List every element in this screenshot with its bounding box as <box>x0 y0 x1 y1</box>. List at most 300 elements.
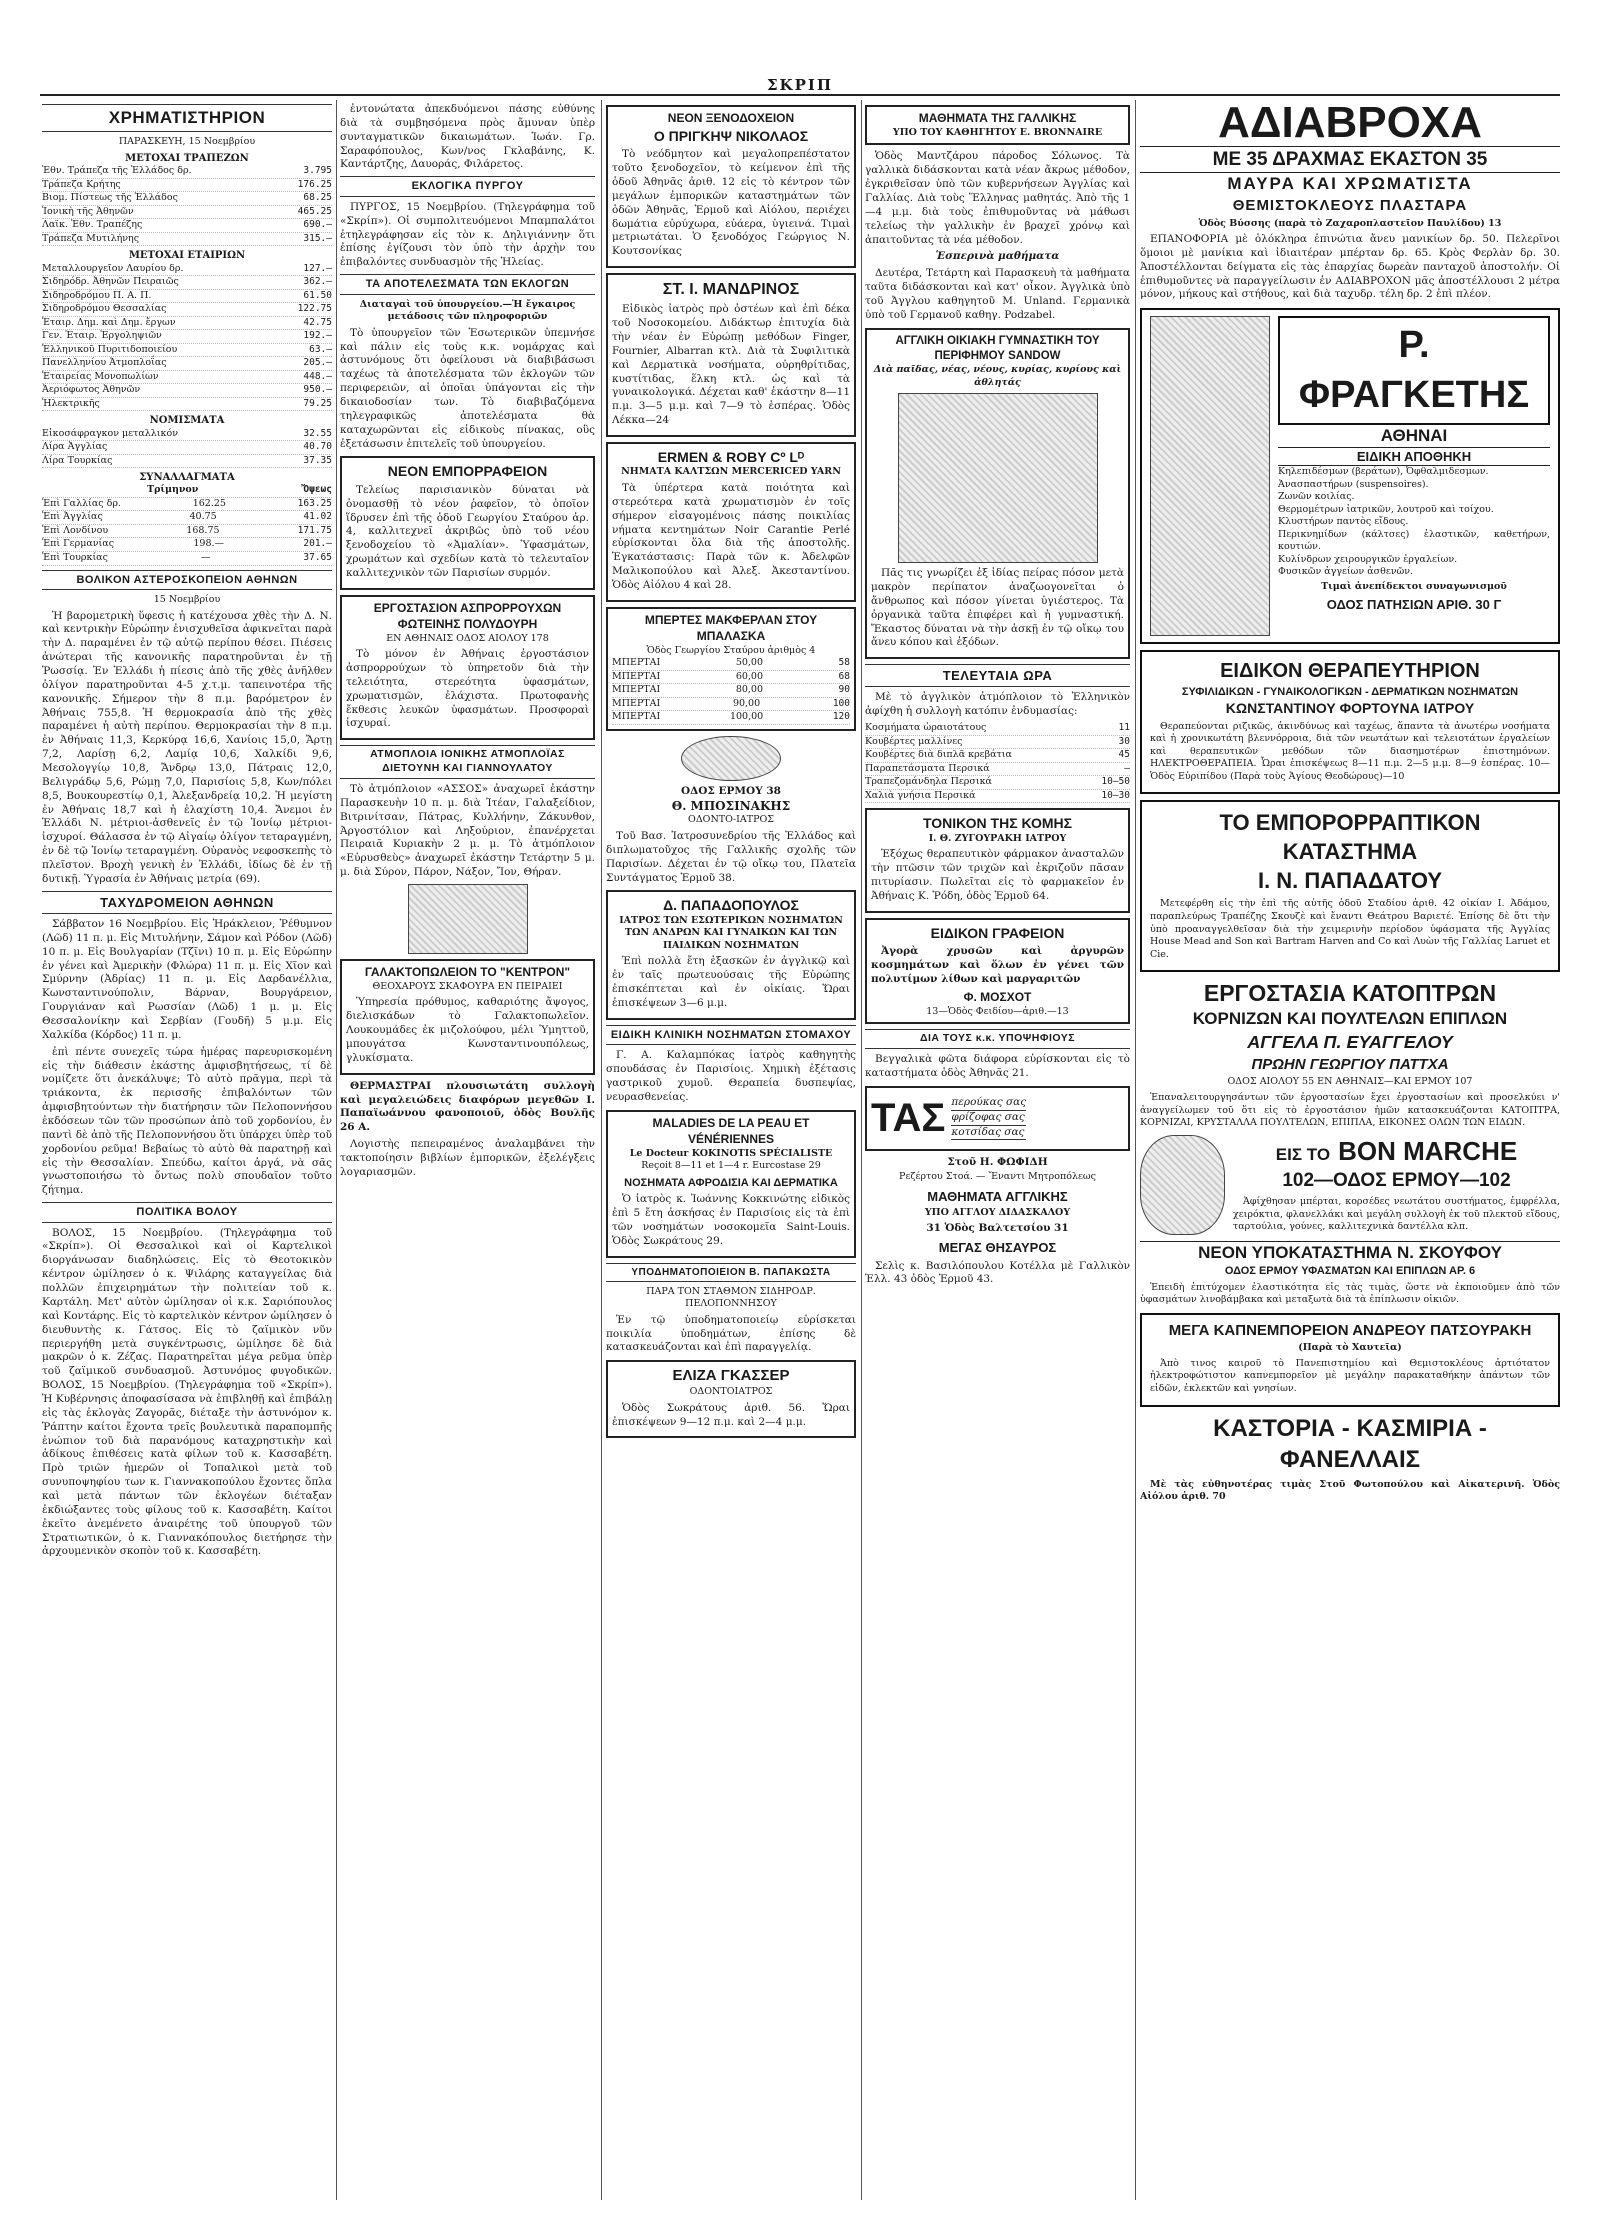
coats-price-table <box>612 657 850 725</box>
coins-title: ΝΟΜΙΣΜΑΤΑ <box>149 415 225 427</box>
ermen-text: Τὰ ὑπέρτερα κατὰ ποιότητα καὶ στερεότερα κατὰ χρωματισμὸν ἐν τοῖς σήμερον εἰσαγομένοις πάσης ποικιλίας νήματα κεντημάτων Noir Carantie Perlé εὑρίσκονται ὅλα διὰ τῆς ἀποστολῆς. Ἐγκατάστασις: Παρὰ τῶν κ. Ἀδελφῶν Μαλικοπούλου καὶ Ἀλεξ. Ἀκεσταντίνου. Ὁδὸς Αἰόλου 4 καὶ 28. <box>612 482 850 592</box>
exchange-row <box>42 511 332 525</box>
linen-workshop-text: Τὸ μόνον ἐν Ἀθήναις ἐργοστάσιον ἀσπρορρούχων τὸ ὑπηρετοῦν διὰ τὴν τελειότητα, στερεότητα ὑφασμάτων, χρωματισμῶν, ἐλάχιστα. Πρωτοφανὴς ἔκθεσις λευκῶν ὑφασμάτων. Προσφοραὶ ἰσχυραί. <box>346 648 589 730</box>
eliza-name: ΕΛΙΖΑ ΓΚΑΣΣΕΡ <box>672 1367 790 1385</box>
jewelry-office-address: 13—Ὁδὸς Φειδίου—ἀριθ.—13 <box>926 1005 1069 1017</box>
pyrgos-text: ΠΥΡΓΟΣ, 15 Νοεμβρίου. (Τηλεγράφημα τοῦ «Σκρίπ»). Οἱ συμπολιτευόμενοι Μπαμπαλάτοι ἐτηλεγράφησαν εἰς τὸν κ. Δηλιγιάννην ὅτι ἐπίσης ἐγίζουσι τὸν ὑπὸ τὴν ἀρχὴν του ἐπιβαλόντες συνδυασμὸν τῆς Ἠλείας. <box>340 200 595 269</box>
tobacco-text: Ἀπὸ τινος καιροῦ τὸ Πανεπιστημίου καὶ Θεμιστοκλέους ἀρτιότατον ἠλεκτροφώτιστον καπνεμπορεῖον μὲ μεγάλην παρακαταθήκην ἁπάντων τῶν εἰδῶν, ἐκλεκτῶν καὶ γνησίων. <box>1150 1357 1550 1394</box>
wig-line: κοτσίδας σας <box>951 1126 1026 1141</box>
doctor-name: ΣΤ. Ι. ΜΑΝΔΡΙΝΟΣ <box>662 281 800 299</box>
hotel-header: ΝΕΟΝ ΞΕΝΟΔΟΧΕΙΟΝ <box>667 111 795 125</box>
dentist-address: ΟΔΟΣ ΕΡΜΟΥ 38 <box>681 784 781 797</box>
papadopoulos-name: Δ. ΠΑΠΑΔΟΠΟΥΛΟΣ <box>663 897 799 914</box>
tobacco-ad <box>1140 1313 1560 1407</box>
company-share-row-cell: Μεταλλουργεῖον Λαυρίου δρ. <box>42 262 184 274</box>
exchange-row-cell: 40.75 <box>189 511 217 523</box>
company-share-row <box>42 398 332 412</box>
mirror-factory-address: ΟΔΟΣ ΑΙΟΛΟΥ 55 ΕΝ ΑΘΗΝΑΙΣ—ΚΑΙ ΕΡΜΟΥ 107 <box>1227 1076 1473 1088</box>
company-share-row-cell: 127.— <box>303 262 332 274</box>
tailor-ad-title: ΝΕΟΝ ΕΜΠΟΡΡΑΦΕΙΟΝ <box>387 463 548 480</box>
fragketis-item: Κυλίνδρων χειρουργικῶν ἐργαλείων. <box>1278 553 1458 565</box>
price-list-row <box>865 749 1130 763</box>
bank-share-row <box>42 206 332 220</box>
company-share-row-cell: 362.— <box>303 276 332 288</box>
bank-shares-title: ΜΕΤΟΧΑΙ ΤΡΑΠΕΖΩΝ <box>125 152 249 164</box>
company-share-row-cell: Σιδηροδρόμου Π. Α. Π. <box>42 289 152 301</box>
raincoats-colors: ΜΑΥΡΑ ΚΑΙ ΧΡΩΜΑΤΙΣΤΑ <box>1227 174 1473 194</box>
company-share-row <box>42 290 332 304</box>
dentist-text: Τοῦ Βασ. Ἰατροσυνεδρίου τῆς Ἑλλάδος καὶ διπλωματοῦχος τῆς Γαλλικῆς σχολῆς τῶν Παρισίων. Δέχεται ἐν τῷ οἴκῳ του, Πλατεῖα Συντάγματος Ἑρμοῦ 38. <box>606 829 856 884</box>
bon-marche-address: 102—ΟΔΟΣ ΕΡΜΟΥ—102 <box>1282 1169 1511 1191</box>
price-list-row-cell: Χαλιὰ γνήσια Περσικά <box>865 789 976 801</box>
company-share-row-cell: Σιδηροδρόμου Θεσσαλίας <box>42 303 167 315</box>
coats-ad <box>606 607 856 731</box>
mirror-factory-title: ΕΡΓΟΣΤΑΣΙΑ ΚΑΤΟΠΤΡΩΝ <box>1203 980 1497 1007</box>
company-shares-table <box>42 263 332 412</box>
bank-share-row-cell: 315.— <box>303 232 332 244</box>
tailor-shop-text: Μετεφέρθη εἰς τὴν ἐπὶ τῆς αὐτῆς ὁδοῦ Σταδίου ἀριθ. 42 οἰκίαν Ι. Ἀδάμου, παραπλεύρως Τραπέζης Σκουζὲ καὶ ἔναντι Θεάτρου Βαριετέ. Ἐπίσης δὲ ὅτι τὴν ὑπὸ προαναγγελθεῖσαν διὰ τὴν χειμερινὴν περίοδον ὑφάσματα τῆς Ἀγγλίας House Mead and Son καὶ Bartram Harven and Co καὶ Λυὼν τῆς Γαλλίας Laruet et Cie. <box>1150 898 1550 960</box>
article-text: ἐπὶ πέντε συνεχεῖς τώρα ἡμέρας παρευρισκομένη εἰς τὴν διάθεσιν ἑκάστης ἀμφισβητήσεως, τί δὲ νομίζετε ὅτι ἀνεκάλυψε; Τὸ αὐτὸ πρᾶγμα, περὶ τὰ τριάκοντα, ἐκ περισσῆς ἐπιβαλόντων τῶν ἀμφισβητούντων τὴν διατήρησιν τῶν Πελοποννήσου ἐκδόσεων τῶν τῶν προσώπων ἀπὸ τοῦ χορδονίου, ἐν παντὶ δὲ ἀπὸ τῆς Πελοποννήσου ὅτι ὑπάρχει ὑπὲρ τοῦ χορδονίου ρεῦμα! Βεβαίως τὸ αὐτὸ θὰ παρατηρῇ καὶ εἰς τὴν Θεσσαλίαν. Σπεύδω, καίτοι ἀργά, νὰ σᾶς γνωστοποιήσω τὸ ὄντως πολὺ σπουδαῖον τοῦτο ζήτημα. <box>42 1045 332 1197</box>
company-share-row-cell: 61.50 <box>303 289 332 301</box>
tailor-ad-text: Τελείως παρισιανικὸν δύναται νὰ ὀνομασθῇ τὸ νέον ῥαφεῖον, τὸ ὁποῖον ἵδρυσεν ἐπὶ τῆς ὁδοῦ Γεωργίου Σταύρου ἀρ. 4, καλλιτεχνεῖ ἀκριβῶς ὑπὸ τοῦ νέου ξενοδοχείου τὸ «Ἀμαλίαν». Ὑφασμάτων, χρωμάτων καὶ σχεδίων κατὰ τὸ τελευταῖον καλλιτεχνικὸν τῶν Παρισίων συρμόν. <box>346 483 589 580</box>
exchange-title: ΣΥΝΑΛΛΑΓΜΑΤΑ <box>139 472 235 484</box>
bon-marche-text: Ἀφίχθησαν μπέρται, κορσέδες νεωτάτου συστήματος, ἐμφρέλλα, χειρόκτια, φλανελλάκι καὶ μεγάλη συλλογὴ ἐκ τοῦ πλεκτοῦ εἴδους, ταρτούλια, γούνες, καλλιτεχνικὰ δαντέλλα κλπ. <box>1233 1195 1560 1233</box>
bank-share-row-cell: Ἐθν. Τράπεζα τῆς Ἑλλάδος δρ. <box>42 165 192 177</box>
coat-price-row-cell: ΜΠΕΡΤΑΙ <box>612 711 661 723</box>
kokinotis-ad <box>606 1110 856 1258</box>
wig-line: φρίζοφας σας <box>951 1111 1026 1126</box>
skoufos-text: Ἐπειδὴ ἐπιτύχομεν ἐλαστικότητα εἰς τὰς τιμὰς, ὥστε νὰ ἐκποιοῦμεν ἀπὸ τῶν ὑφασμάτων λινοβάμβακα καὶ μεταξωτὰ διὰ τὰ ἐπίπλωσιν οἰκιῶν. <box>1140 1281 1560 1306</box>
price-list-row <box>865 763 1130 777</box>
bank-share-row-cell: Λαϊκ. Ἐθν. Τραπέζης <box>42 219 143 231</box>
election-results-header: ΤΑ ΑΠΟΤΕΛΕΣΜΑΤΑ ΤΩΝ ΕΚΛΟΓΩΝ <box>340 274 595 295</box>
election-results-sub: Διαταγαὶ τοῦ ὑπουργείου.—Ἡ ἔγκαιρος μετάδοσις τῶν πληροφοριῶν <box>359 298 576 323</box>
coat-price-row-cell: ΜΠΕΡΤΑΙ <box>612 670 661 682</box>
wig-big-word: ΤΑΣ <box>871 1095 946 1140</box>
clinic-title: ΕΙΔΙΚΟΝ ΘΕΡΑΠΕΥΤΗΡΙΟΝ <box>1220 660 1480 683</box>
coat-price-row <box>612 671 850 685</box>
dairy-ad <box>340 959 595 1075</box>
coat-price-row <box>612 698 850 712</box>
ermen-ad <box>606 442 856 602</box>
exchange-row-cell: Ἐπὶ Γαλλίας δρ. <box>42 497 121 509</box>
shipping-text: Τὸ ἀτμόπλοιον «ΑΣΣΟΣ» ἀναχωρεῖ ἐκάστην Παρασκευὴν 10 π. μ. διὰ Ἰτέαν, Γαλαξείδιον, Βιτρινίτσαν, Πάτρας, Κυλλήνην, Ζάκυνθον, Ἀργοστόλιον καὶ Ληξούριον, ἐπανέρχεται Πειραιᾶ Κυριακὴν 2 μ. μ. Τὸ ἀτμόπλοιον «Εὐρυσθεὺς» ἀναχωρεῖ ἐκάστην Τετάρτην 5 μ. μ. διὰ Σύρον, Πάρον, Νάξον, Ἴον, Θήραν. <box>340 782 595 879</box>
doctor-text: Εἰδικὸς ἰατρὸς πρὸ ὀστέων καὶ ἐπὶ δέκα τοῦ Νοσοκομείου. Διδάκτωρ ἐπιτυχία διὰ τὴν νέαν ἐν Εὐρώπῃ μεθόδων Finger, Fournier, Albarran κτλ. Διὰ τὰ Συφιλιτικὰ καὶ Δερματικὰ νοσήματα, οὐρηθρίτιδας, κυστίτιδας, ἕλκη κτλ. ὡς καὶ τὰ γυναικολογικά. Δέχεται καθ' ἑκάστην 8—11 π.μ. 3—5 μ.μ. καὶ 7—9 τὸ ἑσπέρας. Ὁδὸς Λέκκα—24 <box>612 303 850 427</box>
pyrgos-header: ΕΚΛΟΓΙΚΑ ΠΥΡΓΟΥ <box>340 176 595 197</box>
column-3 <box>606 100 856 2200</box>
masthead <box>40 76 1560 96</box>
dental-illustration <box>681 736 781 781</box>
coat-price-row-cell: 120 <box>832 711 850 723</box>
mirror-factory-sub: ΚΟΡΝΙΖΩΝ ΚΑΙ ΠΟΥΛΤΕΛΩΝ ΕΠΙΠΛΩΝ <box>1192 1009 1508 1029</box>
exchange-row-cell: 163.25 <box>297 497 332 509</box>
stock-exchange-header: ΧΡΗΜΑΤΙΣΤΗΡΙΟΝ <box>42 104 332 132</box>
price-list-row-cell: Κουβέρτες μαλλίνες <box>865 735 963 747</box>
great-treasure-title: ΜΕΓΑΣ ΘΗΣΑΥΡΟΣ <box>938 1240 1057 1256</box>
coin-row-cell: 32.55 <box>303 427 332 439</box>
tailor-shop-name: Ι. Ν. ΠΑΠΑΔΑΤΟΥ <box>1257 868 1443 894</box>
tobacco-sub: (Παρὰ τὸ Χαυτεῖα) <box>1298 1342 1402 1354</box>
coin-row <box>42 428 332 442</box>
evening-lessons-title: Ἑσπερινὰ μαθήματα <box>935 250 1060 263</box>
tailor-shop-ad <box>1140 800 1560 972</box>
column-divider <box>601 100 602 2200</box>
french-lessons-sub: ΥΠΟ ΤΟΥ ΚΑΘΗΓΗΤΟΥ Ε. BRONNAIRE <box>892 126 1103 138</box>
coat-price-row-cell: 90,00 <box>732 697 761 709</box>
price-list-row-cell: 30 <box>1118 735 1130 747</box>
sandow-ad <box>865 328 1130 660</box>
eliza-text: Ὁδὸς Σωκράτους ἀριθ. 56. Ὥραι ἐπισκέψεων 9—12 π.μ. καὶ 2—4 μ.μ. <box>612 1401 850 1428</box>
accountant-ad: Λογιστὴς πεπειραμένος ἀναλαμβάνει τὴν τακτοποίησιν βιβλίων ἐμπορικῶν, ἐξελέγξεις λογαριασμῶν. <box>340 1138 595 1178</box>
gymnastics-illustration <box>898 393 1098 563</box>
company-share-row-cell: Ἑταιρείας Μονοπωλίων <box>42 370 159 382</box>
exchange-row-cell: 162.25 <box>192 497 226 509</box>
coin-row-cell: Λίρα Ἀγγλίας <box>42 441 108 453</box>
column-2 <box>340 100 595 2200</box>
english-lessons-address: 31 Ὁδὸς Βαλτετσίου 31 <box>926 1221 1069 1234</box>
company-shares-title: ΜΕΤΟΧΑΙ ΕΤΑΙΡΙΩΝ <box>128 250 246 262</box>
exchange-row <box>42 538 332 552</box>
stomach-clinic-text: Γ. Α. Καλαμπόκας ἰατρὸς καθηγητὴς σπουδάσας ἐν Παρισίοις. Χημικὴ ἐξέτασις γαστρικοῦ χυμοῦ. Θεραπεία δυσπεψίας, νευρασθενείας. <box>606 1049 856 1103</box>
company-share-row-cell: 79.25 <box>303 397 332 409</box>
ermen-title: ERMEN & ROBY Cº Lᴰ <box>657 449 805 466</box>
french-lessons-title: ΜΑΘΗΜΑΤΑ ΤΗΣ ΓΑΛΛΙΚΗΣ <box>918 111 1077 125</box>
company-share-row-cell: 122.75 <box>297 303 332 315</box>
coat-price-row <box>612 684 850 698</box>
fragketis-note: Τιμαὶ ἀνεπίδεκτοι συναγωνισμοῦ <box>1321 581 1507 593</box>
clinic-sub: ΣΥΦΙΛΙΔΙΚΩΝ - ΓΥΝΑΙΚΟΛΟΓΙΚΩΝ - ΔΕΡΜΑΤΙΚΩΝ ΝΟΣΗΜΑΤΩΝ <box>1181 685 1519 698</box>
cow-illustration <box>408 884 528 954</box>
ermen-sub: ΝΗΜΑΤΑ ΚΑΛΤΣΩΝ MERCERICED YARN <box>621 466 841 478</box>
stoves-ad: ΘΕΡΜΑΣΤΡΑΙ πλουσιωτάτη συλλογὴ καὶ μεγαλειώδεις διαφόρων μεγεθῶν Ι. Παπαϊωάννου φανοποιοῦ, ὁδὸς Βουλῆς 26 Α. <box>340 1079 595 1134</box>
exchange-row <box>42 552 332 566</box>
last-hour-header: ΤΕΛΕΥΤΑΙΑ ΩΡΑ <box>865 664 1130 687</box>
hotel-ad <box>606 105 856 268</box>
exchange-column-header: Ὄψεως <box>303 484 332 496</box>
post-office-header: ΤΑΧΥΔΡΟΜΕΙΟΝ ΑΘΗΝΩΝ <box>42 891 332 914</box>
kokinotis-title: MALADIES DE LA PEAU ET VÉNÉRIENNES <box>652 1115 810 1146</box>
coin-row-cell: 37.35 <box>303 454 332 466</box>
fragketis-city: ΑΘΗΝΑΙ <box>1380 425 1448 445</box>
coat-price-row-cell: ΜΠΕΡΤΑΙ <box>612 697 661 709</box>
shoe-shop-text: Ἐν τῷ ὑποδηματοποιείῳ εὑρίσκεται ποικιλία ὑποδημάτων, ἐπίσης δὲ κατασκευάζονται καὶ ἐπὶ παραγγελίᾳ. <box>606 1313 856 1354</box>
column-4 <box>865 100 1130 2200</box>
weather-text: Ἡ βαρομετρικὴ ὕφεσις ἡ κατέχουσα χθὲς τὴν Δ. Ν. καὶ κεντρικὴν Εὐρώπην ἐνισχυθεῖσα ἀφικνεῖται παρὰ τὴν Δ. παραμένει ἐν τῷ αὐτῷ περίπου θέσει. Πιέσεις ἀνώτεραι τῆς κανονικῆς παρατηροῦνται ἐν τῇ Ῥωσσίᾳ. Ἐν Ἑλλάδι ἡ πίεσις ἀπὸ τῆς χθὲς ἀνῆλθεν ὀλίγον παρατηροῦνται 4-5 χ.τ.μ. ταπεινοτέρα τῆς κανονικῆς. Σήμερον τὴν 8 π.μ. βαρόμετρον ἐν Ἀθήναις 755,8. Ἡ θερμοκρασία ἀπὸ τῆς χθὲς παραμένει ἡ αὐτὴ περίπου. Θερμοκρασίαι τὴν 8 π.μ. ἐν Ἀθήναις 11,3, Κερκύρᾳ 16,6, Χανίοις 15,0, Ἄρτῃ 7,2, Λαρίσῃ 6,2, Λαμίᾳ 10,6, Χαλκίδι 9,6, Μεσολογγίῳ 10,8, Ἄνδρῳ 13,0, Πάτραις 12,0, Βελιγράδῳ 5,6, Ρώμῃ 7,0, Παρισίοις 5,8, Κων/πόλει 8,5, Βουκουρεστίῳ 0,1, Ἀλεξανδρείᾳ 10,2. Ἡ μεγίστη ἐν Ἀθήναις 18,7 καὶ ἡ ἐλαχίστη 10,4. Ἄνεμοι ἐν Ἑλλάδι Ν. μέτριοι-ἀσθενεῖς ἐν τῷ Ἰονίῳ μέτριοι-ἰσχυροί. Θάλασσα ἐν τῷ Αἰγαίῳ ὀλίγον τεταραγμένη, ἐν δὲ τῷ Ἰονίῳ τεταραγμένη. Οὐρανὸς νεφοσκεπὴς τὸ πλεῖστον. Βροχὴ γενικὴ ἐν Ἑλλάδι, ἰδίως δὲ ἐν τῇ δυτικῇ. Ὑγρασία ἐν Ἀθήναις μετρία (69). <box>42 609 332 885</box>
candidates-text: Βεγγαλικὰ φῶτα διάφορα εὑρίσκονται εἰς τὸ καταστήματα ὁδὸς Ἀθηνᾶς 21. <box>865 1053 1130 1079</box>
last-hour-text: Μὲ τὸ ἀγγλικὸν ἀτμόπλοιον τὸ Ἑλληνικὸν ἀφίχθη ἡ συλλογὴ κατόπιν ἐνδυμασίας: <box>865 691 1130 718</box>
company-share-row-cell: 950.— <box>303 384 332 396</box>
cashmere-title: ΚΑΣΤΟΡΙΑ - ΚΑΣΜΙΡΙΑ - ΦΑΝΕΛΛΑΙΣ <box>1213 1414 1487 1474</box>
kokinotis-hours: Reçoit 8—11 et 1—4 r. Eurcostase 29 <box>641 1160 821 1172</box>
kokinotis-greek-text: Ὁ ἰατρὸς κ. Ἰωάννης Κοκκινώτης εἰδικὸς ἐπὶ 5 ἔτη ἀσκήσας ἐν Παρισίοις εἰς τὰ ἐπὶ τῶν νοσημάτων νοσοκομεῖα Saint-Louis. Ὁδὸς Σωκράτους 29. <box>612 1193 850 1247</box>
fragketis-ad <box>1140 308 1560 644</box>
dairy-address: ΘΕΟΧΑΡΟΥΣ ΣΚΑΦΟΥΡΑ ΕΝ ΠΕΙΡΑΙΕΙ <box>372 980 563 992</box>
fragketis-sub: ΕΙΔΙΚΗ ΑΠΟΘΗΚΗ <box>1278 447 1550 466</box>
exchange-table <box>42 484 332 565</box>
wig-lines <box>951 1096 1026 1141</box>
fragketis-item: Ζωνῶν κοιλίας. <box>1278 491 1355 503</box>
coat-price-row <box>612 657 850 671</box>
post-office-text: Σάββατον 16 Νοεμβρίου. Εἰς Ἡράκλειον, Ῥέθυμνον (Λῶδ) 11 π. μ. Εἰς Μιτυλήνην, Σάμον καὶ Ρόδον (Λῶδ) 10 π. μ. Εἰς Βουλγαρίαν (Τζῖνι) 10 π. μ. Εἰς Εὐρώπην ἐν γένει καὶ Ἀμερικὴν (Φλώρα) 11 π. μ. Εἰς Χῖον καὶ Σμύρνην (Ἀδρίας) 11 π. μ. Εἰς Δαρδανέλλια, Κωνσταντινούπολιν, Βάρναν, Βουργάρειον, Γουργιάναν καὶ Ρωσσίαν (Λῶδ) 1 μ. μ. Εἰς Θεσσαλονίκην καὶ Σερβίαν (Γουδῆ) 5 μ.μ. Εἰς Χαλκίδα (Κόρδος) 11 π. μ. <box>42 917 332 1041</box>
shoe-shop-sub: ΠΑΡΑ ΤΟΝ ΣΤΑΘΜΟΝ ΣΙΔΗΡΟΔΡ. ΠΕΛΟΠΟΝΝΗΣΟΥ <box>646 1285 816 1310</box>
coin-row-cell: Εἰκοσάφραγκον μεταλλικόν <box>42 427 178 439</box>
coat-price-row-cell: 60,00 <box>735 670 764 682</box>
stomach-clinic-header: ΕΙΔΙΚΗ ΚΛΙΝΙΚΗ ΝΟΣΗΜΑΤΩΝ ΣΤΟΜΑΧΟΥ <box>606 1025 856 1046</box>
coin-row <box>42 455 332 469</box>
raincoats-text: ΕΠΑΝΟΦΟΡΙΑ μὲ ὁλόκληρα ἐπινώτια ἄνευ μανικίων δρ. 50. Πελερῖνοι ὅμοιοι μὲ μανίκια καὶ ἰδιαιτέραν μπέρταν δρ. 65. Κρὸς Φερλὰν δρ. 30. Ἀποστέλλονται δείγματα εἰς τὰς ἐπαρχίας δωρεὰν πανταχοῦ ἀποστολήν. Οἱ ἐπιθυμοῦντες νὰ παραγγείλωσιν ἐν ΑΔΙΑΒΡΟΧΟΝ μᾶς ἀποστέλλουσι 2 μέτρα μόνον, μήκους καὶ στήθους, καὶ διὰ ταχυδρ. τέλη δρ. 2 ἐπὶ πλέον. <box>1140 233 1560 301</box>
exchange-row-cell: Ἐπὶ Λονδίνου <box>42 524 109 536</box>
jewelry-office-text: Ἀγορὰ χρυσῶν καὶ ἀργυρῶν κοσμημάτων καὶ ὅλων ἐν γένει τῶν πολυτίμων λίθων καὶ μαργαριτῶν <box>871 945 1124 985</box>
eliza-ad <box>606 1360 856 1438</box>
bank-share-row <box>42 233 332 247</box>
shoe-shop-header: ΥΠΟΔΗΜΑΤΟΠΟΙΕΙΟΝ Β. ΠΑΠΑΚΩΣΤΑ <box>606 1263 856 1282</box>
jewelry-office-title: ΕΙΔΙΚΟΝ ΓΡΑΦΕΙΟΝ <box>930 924 1065 941</box>
tailor-shop-title: ΤΟ ΕΜΠΟΡΟΡΡΑΠΤΙΚΟΝ ΚΑΤΑΣΤΗΜΑ <box>1219 810 1481 865</box>
coat-price-row-cell: 50,00 <box>735 657 764 669</box>
article-continuation: ἐντονώτατα ἀπεκδυόμενοι πάσης εὐθύνης διὰ τὰ συμβησόμενα πρὸς ἄμυναν ὑπὲρ συνταγματικῶν δικαιωμάτων. Ἰωάν. Γρ. Σαραφόπουλος, Κων/νος Γκλαβάνης, Κ. Καντάρτζης, Δαυοράς, Φιλάρετος. <box>340 103 595 171</box>
bank-share-row-cell: 68.25 <box>303 192 332 204</box>
clinic-doctor: ΚΩΝΣΤΑΝΤΙΝΟΥ ΦΟΡΤΟΥΝΑ ΙΑΤΡΟΥ <box>1225 700 1475 717</box>
price-list-row <box>865 790 1130 804</box>
linen-workshop-ad <box>340 595 595 740</box>
column-divider <box>1135 100 1136 2200</box>
dentist-name: Θ. ΜΠΟΣΙΝΑΚΗΣ <box>671 798 791 813</box>
bank-share-row <box>42 165 332 179</box>
english-lessons-title: ΜΑΘΗΜΑΤΑ ΑΓΓΛΙΚΗΣ <box>927 1188 1068 1204</box>
company-share-row <box>42 263 332 277</box>
company-share-row <box>42 330 332 344</box>
company-share-row-cell: 205.— <box>303 357 332 369</box>
coats-address: Ὁδὸς Γεωργίου Σταύρου ἀριθμὸς 4 <box>646 644 816 656</box>
dentist-ad <box>606 785 856 827</box>
hair-tonic-ad <box>865 808 1130 912</box>
wig-ad <box>865 1086 1130 1151</box>
bank-share-row-cell: Τράπεζα Κρήτης <box>42 178 121 190</box>
bearded-man-illustration <box>1140 1135 1225 1235</box>
hair-tonic-sub: Ι. Θ. ΖΥΓΟΥΡΑΚΗ ΙΑΤΡΟΥ <box>928 832 1067 844</box>
skoufos-sub: ΟΔΟΣ ΕΡΜΟΥ ΥΦΑΣΜΑΤΩΝ ΚΑΙ ΕΠΙΠΛΩΝ ΑΡ. 6 <box>1224 1265 1476 1277</box>
company-share-row <box>42 357 332 371</box>
doctor-mandrinos-ad <box>606 273 856 437</box>
coat-price-row-cell: 100 <box>832 697 850 709</box>
raincoats-title: ΑΔΙΑΒΡΟΧΑ <box>1218 100 1482 147</box>
dentist-role: ΟΔΟΝΤΟ-ΙΑΤΡΟΣ <box>688 814 774 826</box>
company-share-row-cell: Ἑταιρ. Δημ. καὶ Δημ. ἔργων <box>42 316 176 328</box>
price-list-row-cell: Παραπετάσματα Περσικά <box>865 762 990 774</box>
dairy-title: ΓΑΛΑΚΤΟΠΩΛΕΙΟΝ ΤΟ "ΚΕΝΤΡΟΝ" <box>364 964 571 979</box>
fragketis-item: Περικνημίδων (κάλτσες) ἐλαστικῶν, καθετήρων, κουτιών. <box>1278 528 1550 553</box>
raincoats-shop: ΘΕΜΙΣΤΟΚΛΕΟΥΣ ΠΛΑΣΤΑΡΑ <box>1232 196 1468 214</box>
exchange-row-cell: — <box>200 552 211 563</box>
company-share-row-cell: 192.— <box>303 330 332 342</box>
election-results-text: Τὸ ὑπουργεῖον τῶν Ἐσωτερικῶν ὑπεμνήσε καὶ πάλιν εἰς τοὺς κ.κ. νομάρχας καὶ ἀστυνόμους ὅτι ὀφείλουσι νὰ διαβιβάσωσι ταχέως τὰ ἀποτελέσματα τῶν ἐκλογῶν τῶν περιφερειῶν, αἱ ὁποῖαι ὑπάγονται εἰς τὴν δικαιοδοσίαν των. Τὸ διαβιβαζόμενα τηλεγραφικῶς ἀποτελέσματα θὰ καταχωρῶνται εἰς εἰδικοὺς πίνακας, οὓς ἐξετάσωσιν ἐπιτελεῖς τοῦ ὑπουργείου. <box>340 326 595 450</box>
shipping-header: ΑΤΜΟΠΛΟΙΑ ΙΟΝΙΚΗΣ ΑΤΜΟΠΛΟΪΑΣ ΔΙΕΤΟΥΝΗ ΚΑΙ ΓΙΑΝΝΟΥΛΑΤΟΥ <box>340 745 595 779</box>
english-lessons-sub: ΥΠΟ ΑΓΓΛΟΥ ΔΙΔΑΣΚΑΛΟΥ <box>924 1207 1071 1219</box>
bank-share-row-cell: 465.25 <box>297 205 332 217</box>
bank-shares-table <box>42 165 332 246</box>
hotel-text: Τὸ νεόδμητον καὶ μεγαλοπρεπέστατον τοῦτο ξενοδοχεῖον, τὸ κείμενον ἐπὶ τῆς ὁδοῦ Ἀθηνᾶς ἀριθ. 12 εἰς τὸ κέντρον τῶν μεγάλων ἐμπορικῶν καταστημάτων τῶν ὁδῶν Ἀθηνᾶς, Ἑρμοῦ καὶ Αἰόλου, περιέχει δωμάτια εὐρύχωρα, εὐάερα, ὑγιεινά. Τιμαὶ μετριωτάται. Ὁ ξενοδόχος Γεώργιος Ν. Κουτσονίκας <box>612 148 850 258</box>
fragketis-item: Κλυστήρων παντὸς εἴδους. <box>1278 516 1409 528</box>
bon-marche-ad <box>1140 1134 1560 1237</box>
company-share-row <box>42 276 332 290</box>
coins-table <box>42 428 332 469</box>
fragketis-item: Θερμομέτρων ἰατρικῶν, λουτροῦ καὶ τοίχου. <box>1278 503 1494 515</box>
volos-text: ΒΟΛΟΣ, 15 Νοεμβρίου. (Τηλεγράφημα τοῦ «Σκρίπ»). Οἱ Θεσσαλικοὶ καὶ οἱ Καρτελικοὶ διοργάνωσαν διαδηλώσεις. Εἰς τὸ Θεοτοκικὸν κέντρον ὡμίλησεν ὁ κ. Ψιλάρης καταγγείλας διὰ πολλῶν ἐπιχειρημάτων τὴν πολιτείαν τοῦ κ. Καρτάλη. Μετ' αὐτὸν ὡμίλησαν οἱ κ.κ. Σαριόπουλος καὶ Κοντάρης. Εἰς τὸ καρτελικὸν κέντρον ὡμίλησεν ὁ διευθυντὴς κ. Γάτσος. Εἰς τὸ ζαϊμικὸν νῦν περιεργήθη μετὰ συγκέντρωσις, ὡμίλησε δὲ διὰ μακρῶν ὁ κ. Ζέζας. Παρατηρεῖται μέγα ρεῦμα ὑπὲρ τοῦ ζαϊμικοῦ συνδυασμοῦ. Ἀστυνόμος φυγοδικῶν. ΒΟΛΟΣ, 15 Νοεμβρίου. (Τηλεγράφημα τοῦ «Σκρίπ»). Ἡ Κυβέρνησις ἀποφασίσασα νὰ ἐπιβληθῇ καὶ ἐπιβάλῃ εἰς τὰς ἐκλογὰς Ζαγορᾶς, διέταξε τὴν ἀστυνόμον κ. Ῥάπτην καίτοι ἔχοντα τρεῖς βουλευτικὰ παραπομπῆς ἐνώπιον τοῦ διὰ παρανόμους καταχρηστικὴν καὶ ἀδίκους ἐπιθέσεις κατὰ φίλων τοῦ κ. Κασσαβέτη. Πρὸ τριῶν ἡμερῶν οἱ Τοπαλικοὶ μετὰ τοῦ συνυποψηφίου των κ. Γιαννακοπούλου ἔχοντες ὅπλα καὶ μετὰ πάντων τῶν ἐκλογέων διέταξαν ἐκδιώξαντες τοὺς φίλους τοῦ κ. Κασσαβέτη. Καίτοι ἐκεῖτο ἀνεμένετο ἀναιρέτης τοῦ ὑπουργοῦ τῶν Στρατιωτικῶν, ὁ κ. Γιαννακόπουλος διετήρησε τὴν ἀρχουμενικὸν σκοπὸν τοῦ κ. Κασσαβέτη. <box>42 1226 332 1558</box>
bank-share-row-cell: Ἰονικὴ τῆς Ἀθηνῶν <box>42 205 134 217</box>
dairy-text: Ὑπηρεσία πρόθυμος, καθαριότης ἄψογος, διελισκάδων τὸ Γαλακτοπωλεῖον. Λουκουμάδες ἐκ μιζολούφου, μέλι Ὑμηττοῦ, μπουγάτσα Κωνσταντινουπόλεως, γλυκίσματα. <box>346 996 589 1064</box>
company-share-row-cell: Ἑλληνικοῦ Πυριτιδοποιείου <box>42 343 178 355</box>
mirror-factory-text: Ἐπαναλειτουργησάντων τῶν ἐργοστασίων ἔχει ἐργοστασίων καὶ προσελκύει ν' ἀναγγείλωμεν τοῦ ὅτι εἰς τὸ ἐργοστάσιον ἡμῶν κατασκευάζονται ΚΑΤΟΠΤΡΑ, ΚΟΡΝΙΖΑΙ, ΚΡΥΣΤΑΛΛΑ ΠΟΥΛΤΕΛΩΝ, ΕΠΙΠΛΑ, ΕΙΚΟΝΕΣ ΟΛΩΝ ΤΩΝ ΕΙΔΩΝ. <box>1140 1091 1560 1129</box>
raincoats-price: ΜΕ 35 ΔΡΑΧΜΑΣ ΕΚΑΣΤΟΝ 35 <box>1140 146 1560 173</box>
bank-share-row-cell: Βιομ. Πίστεως τῆς Ἑλλάδος <box>42 192 178 204</box>
fragketis-items <box>1278 466 1550 579</box>
company-share-row <box>42 317 332 331</box>
bon-marche-prefix: ΕΙΣ ΤΟ <box>1275 1144 1331 1164</box>
wig-address: Ρεζέρτου Στοά. — Ἔναντι Μητροπόλεως <box>899 1171 1096 1183</box>
bank-share-row <box>42 192 332 206</box>
cashmere-text: Μὲ τὰς εὐθηνοτέρας τιμὰς Στοῦ Φωτοπούλου καὶ Αἰκατερινῆ. Ὁδὸς Αἰόλου ἀριθ. 70 <box>1140 1478 1560 1503</box>
exchange-row-cell: 37.65 <box>303 552 332 563</box>
coin-row-cell: 40.70 <box>303 441 332 453</box>
jewelry-office-ad <box>865 918 1130 1024</box>
company-share-row-cell: Σιδηρόδρ. Ἀθηνῶν Πειραιῶς <box>42 276 179 288</box>
coin-row <box>42 441 332 455</box>
company-share-row-cell: Γεν. Ἑταιρ. Ἐργοληψιῶν <box>42 330 162 342</box>
last-hour-price-list <box>865 722 1130 803</box>
exchange-row-cell: 171.75 <box>297 524 332 536</box>
kokinotis-greek-title: ΝΟΣΗΜΑΤΑ ΑΦΡΟΔΙΣΙΑ ΚΑΙ ΔΕΡΜΑΤΙΚΑ <box>624 1176 838 1189</box>
hair-tonic-text: Ἐξόχως θεραπευτικὸν φάρμακον ἀνασταλῶν τὴν πτῶσιν τῶν τριχῶν καὶ ἐκριζοῦν πᾶσαν πιτυρίασιν. Πωλεῖται εἰς τὸ φαρμακεῖον ἐν Ἀθήναις Κ. Ῥόδη, ὁδὸς Ἑρμοῦ 64. <box>871 848 1124 902</box>
fragketis-item: Ἀνασπαστήρων (suspensoires). <box>1278 478 1429 490</box>
sandow-sub: Διὰ παῖδας, νέας, νέους, κυρίας, κυρίους καὶ ἀθλητάς <box>873 364 1122 388</box>
coin-row-cell: Λίρα Τουρκίας <box>42 454 113 466</box>
tailor-ad <box>340 456 595 589</box>
exchange-row <box>42 525 332 539</box>
price-list-row-cell: — <box>1124 762 1130 774</box>
price-list-row-cell: 11 <box>1118 722 1130 734</box>
company-share-row <box>42 371 332 385</box>
column-divider <box>861 100 862 2200</box>
coat-price-row-cell: 58 <box>838 657 850 669</box>
column-1 <box>42 100 332 2200</box>
price-list-row-cell: 10—50 <box>1101 776 1130 788</box>
raincoats-address: Ὁδὸς Βύσσης (παρὰ τὸ Ζαχαροπλαστεῖον Παυλίδου) 13 <box>1198 217 1502 229</box>
bank-share-row-cell: 176.25 <box>297 178 332 190</box>
jewelry-office-name: Φ. ΜΟΣΧΟΤ <box>963 989 1032 1004</box>
exchange-row-cell: 41.02 <box>303 511 332 523</box>
bank-share-row-cell: Τράπεζα Μυτιλήνης <box>42 232 140 244</box>
coat-price-row <box>612 711 850 725</box>
sandow-text: Πᾶς τις γνωρίζει ἐξ ἰδίας πείρας πόσον μετὰ μακρὸν περίπατον ἀναζωογονεῖται ὁ ἄνθρωπος καὶ πόσον γίνεται ὑγιέστερος. Τὰ ὀργανικὰ ταῦτα ἐπιφέρει καὶ ἡ γυμναστική. Ἔκαστος δύναται νὰ τὴν ἀσκῇ ἐν τῷ οἴκῳ του ἄνευ κόπου καὶ ἐξόδων. <box>871 567 1124 649</box>
french-lessons-text: Ὁδὸς Μαντζάρου πάροδος Σόλωνος. Τὰ γαλλικὰ διδάσκονται κατὰ νέαν ἄκρως μέθοδον, ἐγκριθεῖσαν ὑπὸ τῶν κυβερνήσεων Ἀγγλίας καὶ Γαλλίας. Διὰ τοὺς Ἕλληνας μαθητάς. Ἀπὸ τῆς 1—4 μ.μ. διὰ τοὺς ἐπιθυμοῦντας νὰ μάθωσι τελείως τὴν γαλλικὴν ἐν βραχεῖ χρόνῳ καὶ ἀπαιτοῦντας τὰ νέα μέθοδον. <box>865 150 1130 246</box>
volos-header: ΠΟΛΙΤΙΚΑ ΒΟΛΟΥ <box>42 1202 332 1223</box>
statue-illustration <box>1150 316 1270 636</box>
mirror-factory-previous: ΠΡΩΗΝ ΓΕΩΡΓΙΟΥ ΠΑΤΤΧΑ <box>1251 1055 1449 1073</box>
coat-price-row-cell: 80,00 <box>735 684 764 696</box>
exchange-row <box>42 498 332 512</box>
exchange-row-cell: Ἐπὶ Τουρκίας <box>42 552 108 563</box>
hotel-name: Ο ΠΡΙΓΚΗΨ ΝΙΚΟΛΑΟΣ <box>653 127 809 144</box>
company-share-row-cell: Πανελληνίου Ἀτμοπλοΐας <box>42 357 167 369</box>
kokinotis-name: Le Docteur KOKINOTIS SPÉCIALISTE <box>629 1147 833 1159</box>
price-list-row <box>865 736 1130 750</box>
price-list-row-cell: 45 <box>1118 749 1130 761</box>
coat-price-row-cell: 100,00 <box>729 711 764 723</box>
bank-share-row-cell: 3.795 <box>303 165 332 177</box>
exchange-row-cell: Ἐπὶ Ἀγγλίας <box>42 511 103 523</box>
masthead-title: ΣΚΡΙΠ <box>766 76 834 94</box>
company-share-row <box>42 303 332 317</box>
company-share-row-cell: 42.75 <box>303 316 332 328</box>
papadopoulos-sub: ΙΑΤΡΟΣ ΤΩΝ ΕΣΩΤΕΡΙΚΩΝ ΝΟΣΗΜΑΤΩΝ ΤΩΝ ΑΝΔΡΩΝ ΚΑΙ ΓΥΝΑΙΚΩΝ ΚΑΙ ΤΩΝ ΠΑΙΔΙΚΩΝ ΝΟΣΗΜΑΤΩΝ <box>619 914 843 951</box>
price-list-row <box>865 776 1130 790</box>
company-share-row <box>42 344 332 358</box>
clinic-text: Θεραπεύονται ριζικῶς, ἀκινδύνως καὶ ταχέως, ἅπαντα τὰ ἀνωτέρω νοσήματα καὶ ἡ χρονικωτάτη βλεννόρροια, διὰ τῶν νεωτάτων καὶ τελειοτάτων ἐργαλείων καὶ θεραπευτικῶν μεθόδων τῶν διασημοτέρων ἐπιστημόνων. ΗΛΕΚΤΡΟΘΕΡΑΠΕΙΑ. Ὧραι ἐπισκέψεως 8—11 π.μ. 2—5 μ.μ. 8—9 ἑσπέρας. 10—Ὁδὸς Εὐριπίδου (Παρὰ τοὺς Ἁγίους Θεοδώρους)—10 <box>1150 720 1550 782</box>
exchange-row-cell: 198.— <box>193 538 225 550</box>
exchange-row-cell: Ἐπὶ Γερμανίας <box>42 538 115 550</box>
coats-title: ΜΠΕΡΤΕΣ ΜΑΚΦΕΡΛΑΝ ΣΤΟΥ ΜΠΑΛΑΣΚΑ <box>644 612 818 643</box>
stock-date: ΠΑΡΑΣΚΕΥΗ, 15 Νοεμβρίου <box>118 136 256 148</box>
sandow-title: ΑΓΓΛΙΚΗ ΟΙΚΙΑΚΗ ΓΥΜΝΑΣΤΙΚΗ ΤΟΥ ΠΕΡΙΦΗΜΟΥ SANDOW <box>895 334 1100 362</box>
mirror-factory-owner: ΑΓΓΕΛΑ Π. ΕΥΑΓΓΕΛΟΥ <box>1247 1031 1453 1052</box>
fragketis-item: Κηλεπιδέσμων (βεράτων), Ὀφθαλμιδεσμων. <box>1278 466 1489 478</box>
bank-share-row <box>42 219 332 233</box>
exchange-column-header: Τρίμηνον <box>147 484 199 496</box>
candidates-header: ΔΙΑ ΤΟΥΣ κ.κ. ΥΠΟΨΗΦΙΟΥΣ <box>865 1029 1130 1049</box>
evening-lessons-text: Δευτέρα, Τετάρτη καὶ Παρασκευὴ τὰ μαθήματα ταῦτα διδάσκονται καὶ κατ' οἶκον. Ἀγγλικὰ ὑπὸ τοῦ Ἀγγλου καθηγητοῦ Μ. Unland. Γερμανικὰ ὑπὸ τοῦ Γερμανοῦ καθηγ. Podzabel. <box>865 267 1130 321</box>
exchange-row-cell: 201.— <box>303 538 332 550</box>
company-share-row-cell: 63.— <box>309 343 332 355</box>
coat-price-row-cell: ΜΠΕΡΤΑΙ <box>612 657 661 669</box>
skoufos-title: ΝΕΟΝ ΥΠΟΚΑΤΑΣΤΗΜΑ Ν. ΣΚΟΥΦΟΥ <box>1140 1241 1560 1264</box>
clinic-ad <box>1140 650 1560 794</box>
company-share-row-cell: 448.— <box>303 370 332 382</box>
column-5 <box>1140 100 1560 2200</box>
hair-tonic-title: ΤΟΝΙΚΟΝ ΤΗΣ ΚΟΜΗΣ <box>922 815 1073 832</box>
exchange-header-row <box>42 484 332 498</box>
bank-share-row-cell: 690.— <box>303 219 332 231</box>
weather-header: ΒΟΛΙΚΟΝ ΑΣΤΕΡΟΣΚΟΠΕΙΟΝ ΑΘΗΝΩΝ <box>42 570 332 591</box>
price-list-row-cell: Κουβέρτες διὰ διπλᾶ κρεβάτια <box>865 749 1012 761</box>
price-list-row-cell: 10—30 <box>1101 789 1130 801</box>
french-lessons-ad <box>865 105 1130 145</box>
papadopoulos-text: Ἐπὶ πολλὰ ἔτη ἐξασκῶν ἐν ἀγγλικῷ καὶ ἐν ταῖς πρωτευούσαις τῆς Εὐρώπης ἐπισκέπτεται καὶ ἐν οἰκίαις. Ὥραι ἐπισκέψεων 3—6 μ.μ. <box>612 955 850 1010</box>
column-divider <box>336 100 337 2200</box>
company-share-row-cell: Ἀεριόφωτος Ἀθηνῶν <box>42 384 141 396</box>
bon-marche-name: BON MARCHE <box>1338 1135 1518 1166</box>
price-list-row <box>865 722 1130 736</box>
coat-price-row-cell: ΜΠΕΡΤΑΙ <box>612 684 661 696</box>
coat-price-row-cell: 68 <box>838 670 850 682</box>
wig-line: περούκας σας <box>951 1096 1026 1111</box>
wig-shop: Στοῦ Η. ΦΩΦΙΔΗ <box>947 1155 1048 1168</box>
fragketis-item: Φυσικῶν ἀγγείων ἀσθενῶν. <box>1278 566 1414 578</box>
eliza-role: ΟΔΟΝΤΟΙΑΤΡΟΣ <box>689 1386 773 1398</box>
company-share-row-cell: Ἠλεκτρικῆς <box>42 397 100 409</box>
great-treasure-text: Σελὶς κ. Βασιλόπουλου Κοτέλλα μὲ Γαλλικὸν Ἐλλ. 43 ὁδὸς Ἑρμοῦ 43. <box>865 1259 1130 1286</box>
coat-price-row-cell: 90 <box>838 684 850 696</box>
linen-workshop-title: ΕΡΓΟΣΤΑΣΙΟΝ ΑΣΠΡΟΡΡΟΥΧΩΝ ΦΩΤΕΙΝΗΣ ΠΟΛΥΔΟΥΡΗ <box>373 600 562 631</box>
weather-date: 15 Νοεμβρίου <box>153 594 221 606</box>
tobacco-title: ΜΕΓΑ ΚΑΠΝΕΜΠΟΡΕΙΟΝ ΑΝΔΡΕΟΥ ΠΑΤΣΟΥΡΑΚΗ <box>1168 1321 1532 1339</box>
linen-workshop-address: ΕΝ ΑΘΗΝΑΙΣ ΟΔΟΣ ΑΙΟΛΟΥ 178 <box>386 632 549 644</box>
doctor-papadopoulos-ad <box>606 890 856 1020</box>
price-list-row-cell: Κοσμήματα ὡραιοτάτους <box>865 722 987 734</box>
fragketis-address: ΟΔΟΣ ΠΑΤΗΣΙΩΝ ΑΡΙΘ. 30 Γ <box>1326 596 1502 612</box>
company-share-row <box>42 384 332 398</box>
fragketis-name: Ρ. ΦΡΑΓΚΕΤΗΣ <box>1278 316 1550 424</box>
bank-share-row <box>42 179 332 193</box>
